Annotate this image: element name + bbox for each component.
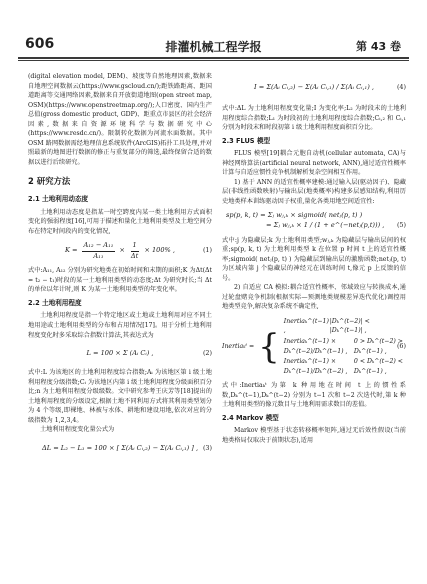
eq2-formula: L = 100 × Σ (Aᵢ Cᵢ) , [86,349,154,358]
eq3-formula: ΔL = L₂ − L₁ = 100 × [ Σ(Aᵢ Cᵢ,₂) − Σ(Aᵢ Cᵢ,₁) ] , [41,444,199,453]
journal-title: 排灌机械工程学报 [165,40,262,54]
eq4-explanation: 式中:ΔL 为土地利用程度变化量;I 为变化率;L₂ 为时段末的土地利用程度综合指数;L₁ 为时段初的土地利用程度综合指数;Cᵢ,₂ 和 Cᵢ,₁ 分别为时段末和时段初第 i 级土地利用程度面积百分比。 [222,105,406,132]
left-column [28,72,212,463]
eq1-number: (1) [202,246,212,255]
section-2-2-heading: 2.2 土地利用程度 [28,298,82,307]
ann-paragraph: 1) 基于 ANN 的适宜性概率建模:通过输入层(驱动因子)、隐藏层(非线性函数映射)与输出层(地类概率)构建多层感知结构,利用历史地类样本训练驱动因子权重,量化各类用地空间适宜性: [222,178,406,205]
equation-5 [222,211,406,230]
eq6-label: Inertiaₖᵗ = [222,342,255,350]
equation-6 [222,317,406,376]
eq6-case-1: Inertiaₖ^(t−1) , |Dₖ^(t−2)| < |Dₖ^(t−1)| , [283,317,370,335]
eq1-explanation: 式中:A₁₁, A₁₂ 分别为研究地类在初始时间和末期的面积;K 为Δt(Δt = t₂ − t₁)时段的某一土地利用类型的动态度;Δt 为研究时长;当 Δt 的单位以年计时,则 K 为某一土地利用类型的年变化率。 [28,267,212,294]
eq5-line-1: sp(p, k, t) = Σⱼ wⱼ,ₖ × sigmoid( netⱼ(p, t) ) [226,211,363,220]
eq4-number: (4) [396,83,406,92]
eq5-number: (5) [396,221,406,230]
eq6-explanation: 式中:Inertiaₖᵗ 为第 k 种用地在时间 t 上的惯性系数,Dₖ^(t−1),Dₖ^(t−2) 分别为 t−1 次和 t−2 次迭代时,第 k 种土地利用类型的像元数目与土地利用需求数目的差值。 [222,382,406,409]
equation-3 [28,440,212,458]
land-use-degree-paragraph: 土地利用程度是指一个特定地区或土地或土地利用对应不同土地用途或土地利用类型的分布和占用情况[17]。用于分析土地利用程度变化时多采取综合指数计算法,其表达式为 [28,312,212,339]
eq1-lhs: K = [65,246,78,255]
data-sources-paragraph: (digital elevation model, DEM)、坡度等自然地理因素,数据来自地理空间数据云(https://www.gscloud.cn/);距铁路距离、距国道距离等交通网络因素,数据来自开放街道地图(open street map, OSM)(https://www.openstreetmap.org/);人口密度、国内生产总值(gross domestic product, GDP)、距重点市县区的社会经济因素,数据来自资源环境科学与数据研究中心(https://www.resdc.cn/)。限制转化数据为河流水面数据。其中 OSM 路网数据需经地理信息系统软件(ArcGIS)拓扑工具处理,并对照最新的地图进行数据的修正与重复部分的筛选,最终保留合适的数据以进行后续研究。 [28,73,212,166]
section-2-heading: 2 研究方法 [28,176,71,187]
section-2-1-heading: 2.1 土地利用动态度 [28,195,89,204]
section-2-3-heading: 2.3 FLUS 模型 [222,136,271,145]
eq1-numerator: A₁₂ − A₁₁ [82,241,116,252]
header-rule-thick [18,57,409,59]
header-rule-thin [18,60,409,61]
right-column [222,72,406,446]
section-2-4-heading: 2.4 Markov 模型 [222,413,279,422]
ca-paragraph: 2) 自适应 CA 模拟:耦合适宜性概率、邻域效应与转换成本,通过轮盘赌竞争机制(根据实际—预测地类规模差异迭代优化)调控用地类型竞争,解决复杂系统不确定性, [222,284,406,311]
eq1-denominator: A₁₁ [93,251,104,260]
eq3-number: (3) [202,444,212,453]
volume-label: 第 43 卷 [356,40,401,53]
equation-1 [28,241,212,261]
eq1-denominator-2: Δt [130,251,139,260]
eq1-tail: × 100% , [144,246,175,255]
eq1-fraction [82,241,116,261]
change-formula-intro: 土地利用程度变化量公式为 [40,426,115,434]
eq6-number: (6) [396,341,406,350]
page-number: 606 [25,36,55,52]
equation-4 [222,77,406,99]
equation-2 [28,345,212,363]
eq5-explanation: 式中:j 为隐藏层;k 为土地利用类型;wⱼ,ₖ 为隐藏层与输出层间的权重;sp(p, k, t) 为土地利用类型 k 在位置 p 时间 t 上的适宜性概率;sigmoid( netⱼ(p, t) ) 为隐藏层到输出层的激励函数;netⱼ(p, t) 为区域内第 j 个隐藏层的神经元在训练时间 t,像元 p 上反馈的信号。 [222,236,406,282]
eq1-fraction-2: $\frac{1}{\Delta t}$ [130,241,139,260]
eq6-case-2: Inertiaₖ^(t−1) × Dₖ^(t−2)/Dₖ^(t−1) , 0 > Dₖ^(t−2) > Dₖ^(t−1) , [283,338,403,355]
eq6-brace: { [258,326,280,367]
dynamic-degree-paragraph: 土地利用动态度是指某一时空跨度内某一类土地利用方式面积变化的强弱程度[16],可用于描述和量化土地利用类型及土地空间分布在特定时间段内的变化情况, [28,208,212,235]
markov-paragraph: Markov 模型基于状态转移概率矩阵,通过无后效性假设(当前地类格局仅取决于前期状态),适用 [222,427,406,444]
eq2-number: (2) [202,349,212,358]
flus-intro-paragraph: FLUS 模型[19]耦合元胞自动机(cellular automata, CA)与神经网络算法(artificial neural network, ANN),通过适宜性概率计算与自适应惯性竞争机制解析复杂空间相互作用。 [222,150,406,177]
eq2-explanation: 式中:L 为该地区的土地利用程度综合指数;Aᵢ 为该地区第 i 级土地利用程度分级指数;Cᵢ 为该地区内第 i 级土地利用程度分级面积百分比;n 为土地利用程度分级级数。文中研究参考王庆芳等[18]提出的土地利用程度的分级设定,根据土地不同利用方式将其利用类型划分为 4 个等级,即裸地、林被与水体、耕地和建设用地,依次对应的分级指数为 1,2,3,4。 [28,369,212,424]
eq1-times: × [119,246,125,255]
eq5-line-2: = Σⱼ wⱼ,ₖ × 1 / (1 + e^(−netⱼ(p,t))) , [266,221,385,230]
eq6-case-3: Inertiaₖ^(t−1) × Dₖ^(t−1)/Dₖ^(t−2) , 0 < Dₖ^(t−2) < Dₖ^(t−1) , [283,358,403,375]
eq4-formula: I = Σ(Aᵢ Cᵢ,₂) − Σ(Aᵢ Cᵢ,₁) / Σ(Aᵢ Cᵢ,₁) , [254,83,374,92]
eq6-cases [284,317,404,376]
page-header [0,0,427,54]
